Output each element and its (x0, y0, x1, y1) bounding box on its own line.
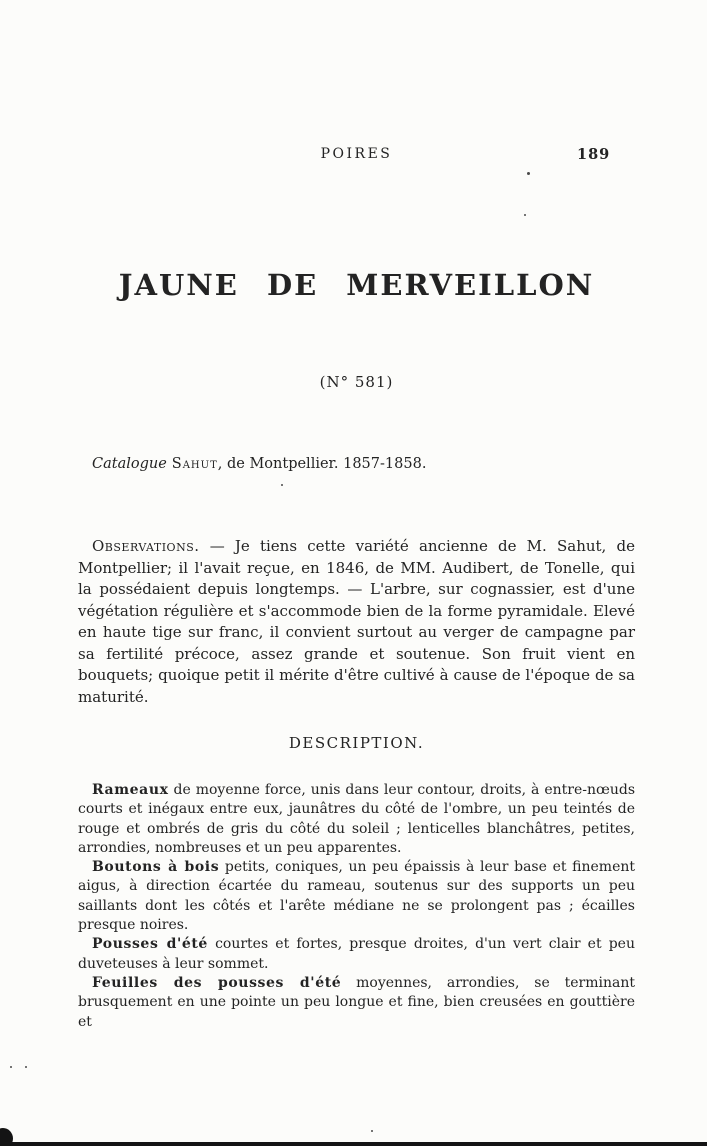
scan-speck (524, 214, 526, 216)
paragraph-lead: Pousses d'été (92, 936, 208, 953)
scan-corner-blob (0, 1128, 13, 1146)
paragraph-text: petits, coniques, un peu épaissis à leur base et finement aigus, à direction écartée du rameau, soutenus sur des supports un peu saillants dont les côtés et l'arête médiane ne se prolongent pas ; écailles presque noires. (78, 859, 635, 934)
paragraph-text: moyennes, arrondies, se terminant brusquement en une pointe un peu longue et fine, bien creusées en gouttière et (78, 974, 635, 1030)
catalogue-rest: , de Montpellier. 1857-1858. (217, 456, 427, 472)
page-title: JAUNE DE MERVEILLON (118, 268, 595, 302)
running-title: POIRES (320, 146, 393, 162)
paragraph-text: courtes et fortes, presque droites, d'un vert clair et peu duveteuses à leur sommet. (78, 936, 635, 972)
paragraph-lead: Rameaux (92, 782, 169, 798)
paragraph-lead: Boutons à bois (92, 859, 220, 876)
description-paragraph-feuilles (78, 974, 635, 1032)
scan-edge-bar (0, 1142, 707, 1146)
catalogue-word: Catalogue (92, 456, 167, 472)
description-paragraph-boutons (78, 858, 635, 935)
scan-speck (371, 1130, 373, 1132)
catalogue-reference (78, 456, 635, 472)
description-section (78, 781, 635, 1032)
description-heading: DESCRIPTION. (288, 734, 425, 752)
paragraph-lead: Feuilles des pousses d'été (92, 974, 342, 991)
description-paragraph-rameaux (78, 781, 635, 858)
scan-speck (281, 484, 283, 486)
observations-text: — Je tiens cette variété ancienne de M. Sahut, de Montpellier; il l'avait reçue, en 1846, de MM. Audibert, de Tonelle, qui la possédaient depuis longtemps. — L'arbre, sur cognassier, est d'une végétation régulière et s'accommode bien de la forme pyramidale. Elevé en haute tige sur franc, il convient surtout au verger de campagne par sa fertilité précoce, assez grande et soutenue. Son fruit vient en bouquets; quoique petit il mérite d'être cultivé à cause de l'époque de sa maturité. (78, 537, 635, 706)
catalogue-name: Sahut (171, 456, 218, 472)
variety-number: (N° 581) (319, 373, 394, 391)
description-paragraph-pousses (78, 935, 635, 974)
observations-lead: Observations. (92, 537, 200, 555)
page-number: 189 (577, 146, 611, 163)
observations-paragraph (78, 536, 635, 708)
scan-speck (10, 1066, 12, 1068)
scan-speck (25, 1066, 27, 1068)
scan-speck (527, 172, 530, 175)
paragraph-text: de moyenne force, unis dans leur contour, droits, à entre-nœuds courts et inégaux entre eux, jaunâtres du côté de l'ombre, un peu teintés de rouge et ombrés de gris du côté du soleil ; lenticelles blanchâtres, petites, arrondies, nombreuses et un peu apparentes. (78, 782, 635, 856)
running-header (78, 146, 635, 168)
